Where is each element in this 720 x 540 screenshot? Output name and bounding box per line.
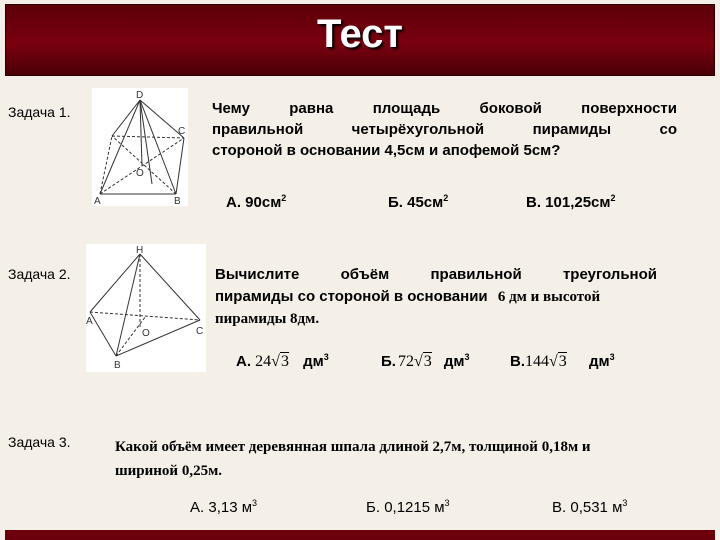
fig2-label-top: H (136, 245, 144, 256)
slide-title: Тест (317, 12, 403, 56)
answer-value: 0,1215 м (384, 499, 445, 516)
task-2-answer-b[interactable] (381, 352, 470, 371)
answer-letter: А. (226, 194, 241, 211)
task-3-question (115, 435, 690, 483)
task-2-answer-a[interactable] (236, 352, 329, 371)
task-1-answer-a[interactable] (226, 193, 286, 211)
answer-letter: А. (190, 499, 205, 516)
answer-letter: В. (510, 353, 525, 370)
answer-value: 90см (245, 194, 282, 211)
task-2-answer-c[interactable] (510, 352, 615, 371)
task-1-line-1: Чему равна площадь боковой поверхности (212, 100, 677, 117)
answer-exp: 3 (609, 352, 615, 362)
pyramid-figure-1 (92, 88, 188, 206)
answer-value: 101,25см (545, 194, 611, 211)
fig2-label-right: C (196, 326, 204, 337)
answer-letter: Б. (388, 194, 403, 211)
answer-unit: дм (588, 353, 610, 370)
task-2-figure (86, 244, 206, 372)
fig1-label-bl: A (94, 196, 101, 206)
answer-coef: 144 (525, 353, 549, 370)
answer-exp: 2 (281, 193, 287, 203)
fig2-label-left: A (86, 316, 93, 327)
answer-letter: В. (526, 194, 541, 211)
answer-value: 144√3 (525, 353, 567, 370)
answer-letter: А. (236, 353, 251, 370)
task-1-answer-c[interactable] (526, 193, 616, 211)
answer-coef: 72 (397, 353, 414, 370)
answer-value: 45см (407, 194, 444, 211)
answer-letter: Б. (381, 353, 396, 370)
answer-letter: В. (552, 499, 567, 516)
answer-value: 72√3 (397, 353, 432, 370)
answer-exp: 2 (443, 193, 449, 203)
answer-exp: 3 (464, 352, 470, 362)
task-2-line-2 (215, 286, 657, 308)
task-2-line-2a: пирамиды со стороной в основании (215, 288, 488, 305)
task-2-line-3: пирамиды 8дм. (215, 311, 320, 327)
answer-radicand: 3 (558, 353, 567, 370)
task-3-answer-b[interactable] (366, 498, 450, 516)
answer-coef: 24 (255, 353, 272, 370)
answer-exp: 3 (444, 498, 450, 508)
task-3-answer-a[interactable] (190, 498, 257, 516)
task-3-label: Задача 3. (8, 434, 71, 450)
task-3-answer-c[interactable] (552, 498, 627, 516)
answer-unit: дм (303, 353, 324, 370)
task-3-line-1: Какой объём имеет деревянная шпала длиной 2,7м, толщиной 0,18м и (115, 439, 591, 455)
title-bar (5, 4, 715, 76)
fig2-label-bottom: B (114, 360, 121, 371)
answer-exp: 3 (323, 352, 329, 362)
answer-letter: Б. (366, 499, 381, 516)
task-2-label: Задача 2. (8, 266, 71, 282)
task-2-line-2b: 6 дм и высотой (497, 289, 601, 305)
answer-exp: 2 (610, 193, 616, 203)
task-1-line-3: стороной в основании 4,5см и апофемой 5см? (212, 142, 561, 159)
task-2-question (215, 264, 657, 330)
task-1-answer-b[interactable] (388, 193, 448, 211)
bottom-bar (5, 530, 715, 540)
answer-exp: 3 (252, 498, 258, 508)
answer-exp: 3 (622, 498, 628, 508)
fig1-label-center: O (136, 168, 144, 179)
answer-radicand: 3 (423, 353, 432, 370)
task-1-label: Задача 1. (8, 104, 71, 120)
task-2-line-1: Вычислите объём правильной треугольной (215, 266, 657, 283)
fig1-label-top: D (136, 90, 144, 101)
fig1-label-br: B (174, 196, 181, 206)
answer-value: 0,531 м (570, 499, 623, 516)
answer-value: 3,13 м (208, 499, 253, 516)
task-3-line-2: шириной 0,25м. (115, 463, 223, 479)
task-1-figure (92, 88, 188, 206)
answer-unit: дм (443, 353, 465, 370)
task-1-line-2: правильной четырёхугольной пирамиды со (212, 121, 677, 138)
answer-value: 24√3 (255, 353, 289, 370)
fig1-label-right: C (178, 126, 186, 137)
pyramid-figure-2 (86, 244, 206, 372)
task-1-question (212, 98, 677, 161)
fig2-label-mid: O (142, 328, 150, 339)
answer-radicand: 3 (280, 353, 289, 370)
